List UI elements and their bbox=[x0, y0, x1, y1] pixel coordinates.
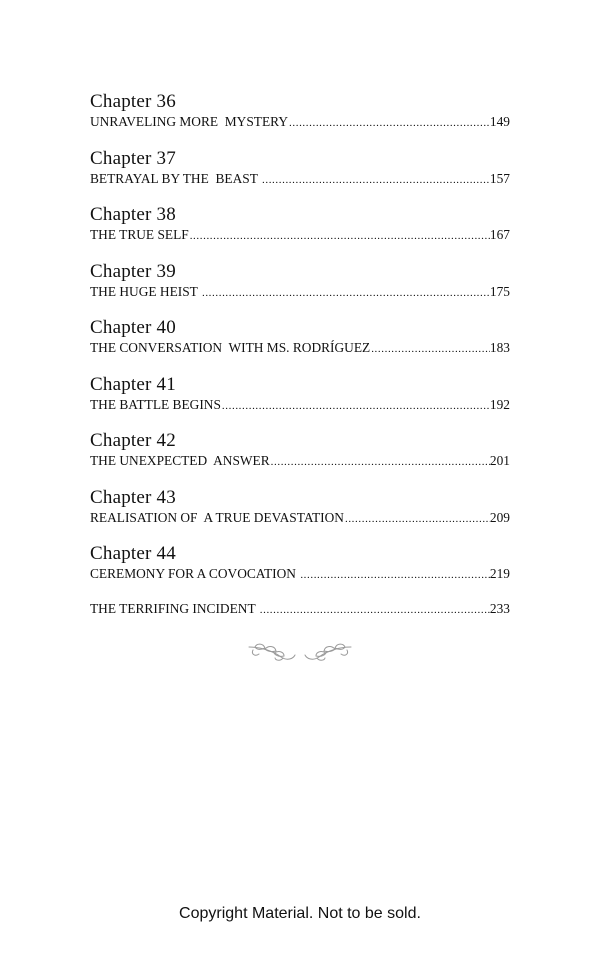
toc-entry bbox=[90, 91, 510, 148]
chapter-number: Chapter 44 bbox=[90, 543, 176, 564]
dot-leader bbox=[259, 601, 490, 618]
page-number: 167 bbox=[489, 227, 510, 242]
chapter-title: THE TERRIFING INCIDENT bbox=[90, 600, 259, 616]
chapter-number: Chapter 41 bbox=[90, 373, 176, 395]
toc-entry bbox=[90, 543, 510, 600]
toc-line bbox=[90, 396, 510, 414]
copyright-notice: Copyright Material. Not to be sold. bbox=[179, 905, 421, 922]
chapter-title: THE BATTLE BEGINS bbox=[90, 396, 221, 412]
page-number: 219 bbox=[489, 566, 510, 581]
dot-leader bbox=[370, 340, 490, 357]
toc-line bbox=[90, 283, 510, 301]
toc-entry bbox=[90, 430, 510, 487]
table-of-contents bbox=[90, 91, 510, 630]
page-number: 149 bbox=[489, 114, 510, 129]
toc-line bbox=[90, 339, 510, 357]
chapter-title: CEREMONY FOR A COVOCATION bbox=[90, 566, 300, 581]
chapter-number: Chapter 39 bbox=[90, 260, 176, 282]
dot-leader bbox=[189, 227, 490, 244]
page-number: 209 bbox=[489, 509, 510, 525]
dot-leader bbox=[261, 171, 490, 188]
page-number: 201 bbox=[489, 453, 510, 468]
toc-line bbox=[90, 113, 510, 131]
chapter-title: REALISATION OF A TRUE DEVASTATION bbox=[90, 509, 344, 525]
chapter-title: THE TRUE SELF bbox=[90, 227, 189, 242]
chapter-number: Chapter 36 bbox=[90, 91, 176, 112]
dot-leader bbox=[201, 284, 490, 301]
toc-entry bbox=[90, 487, 510, 544]
page-number: 175 bbox=[489, 283, 510, 299]
chapter-number: Chapter 38 bbox=[90, 204, 176, 225]
page-number: 157 bbox=[489, 170, 510, 186]
page-number: 233 bbox=[489, 600, 510, 616]
toc-line bbox=[90, 170, 510, 188]
chapter-number: Chapter 43 bbox=[90, 486, 176, 508]
floral-divider-icon bbox=[247, 641, 353, 663]
toc-entry bbox=[90, 374, 510, 431]
toc-entry bbox=[90, 204, 510, 261]
chapter-title: THE CONVERSATION WITH MS. RODRÍGUEZ bbox=[90, 340, 371, 355]
dot-leader bbox=[299, 566, 490, 583]
dot-leader bbox=[270, 453, 490, 470]
chapter-title: THE UNEXPECTED ANSWER bbox=[90, 453, 270, 468]
chapter-title: THE HUGE HEIST bbox=[90, 283, 201, 299]
chapter-title: UNRAVELING MORE MYSTERY bbox=[90, 114, 289, 129]
dot-leader bbox=[221, 397, 490, 414]
toc-entry bbox=[90, 317, 510, 374]
page-number: 192 bbox=[489, 396, 510, 412]
chapter-number: Chapter 40 bbox=[90, 317, 176, 338]
toc-entry bbox=[90, 148, 510, 205]
chapter-number: Chapter 42 bbox=[90, 430, 176, 451]
toc-line bbox=[90, 600, 510, 618]
page-number: 183 bbox=[489, 340, 510, 355]
toc-line bbox=[90, 509, 510, 527]
chapter-title: BETRAYAL BY THE BEAST bbox=[90, 170, 261, 186]
dot-leader bbox=[344, 510, 490, 527]
chapter-number: Chapter 37 bbox=[90, 147, 176, 169]
toc-entry bbox=[90, 261, 510, 318]
toc-line bbox=[90, 226, 510, 244]
dot-leader bbox=[288, 114, 490, 131]
toc-line bbox=[90, 565, 510, 583]
toc-line bbox=[90, 452, 510, 470]
toc-entry-final bbox=[90, 600, 510, 630]
